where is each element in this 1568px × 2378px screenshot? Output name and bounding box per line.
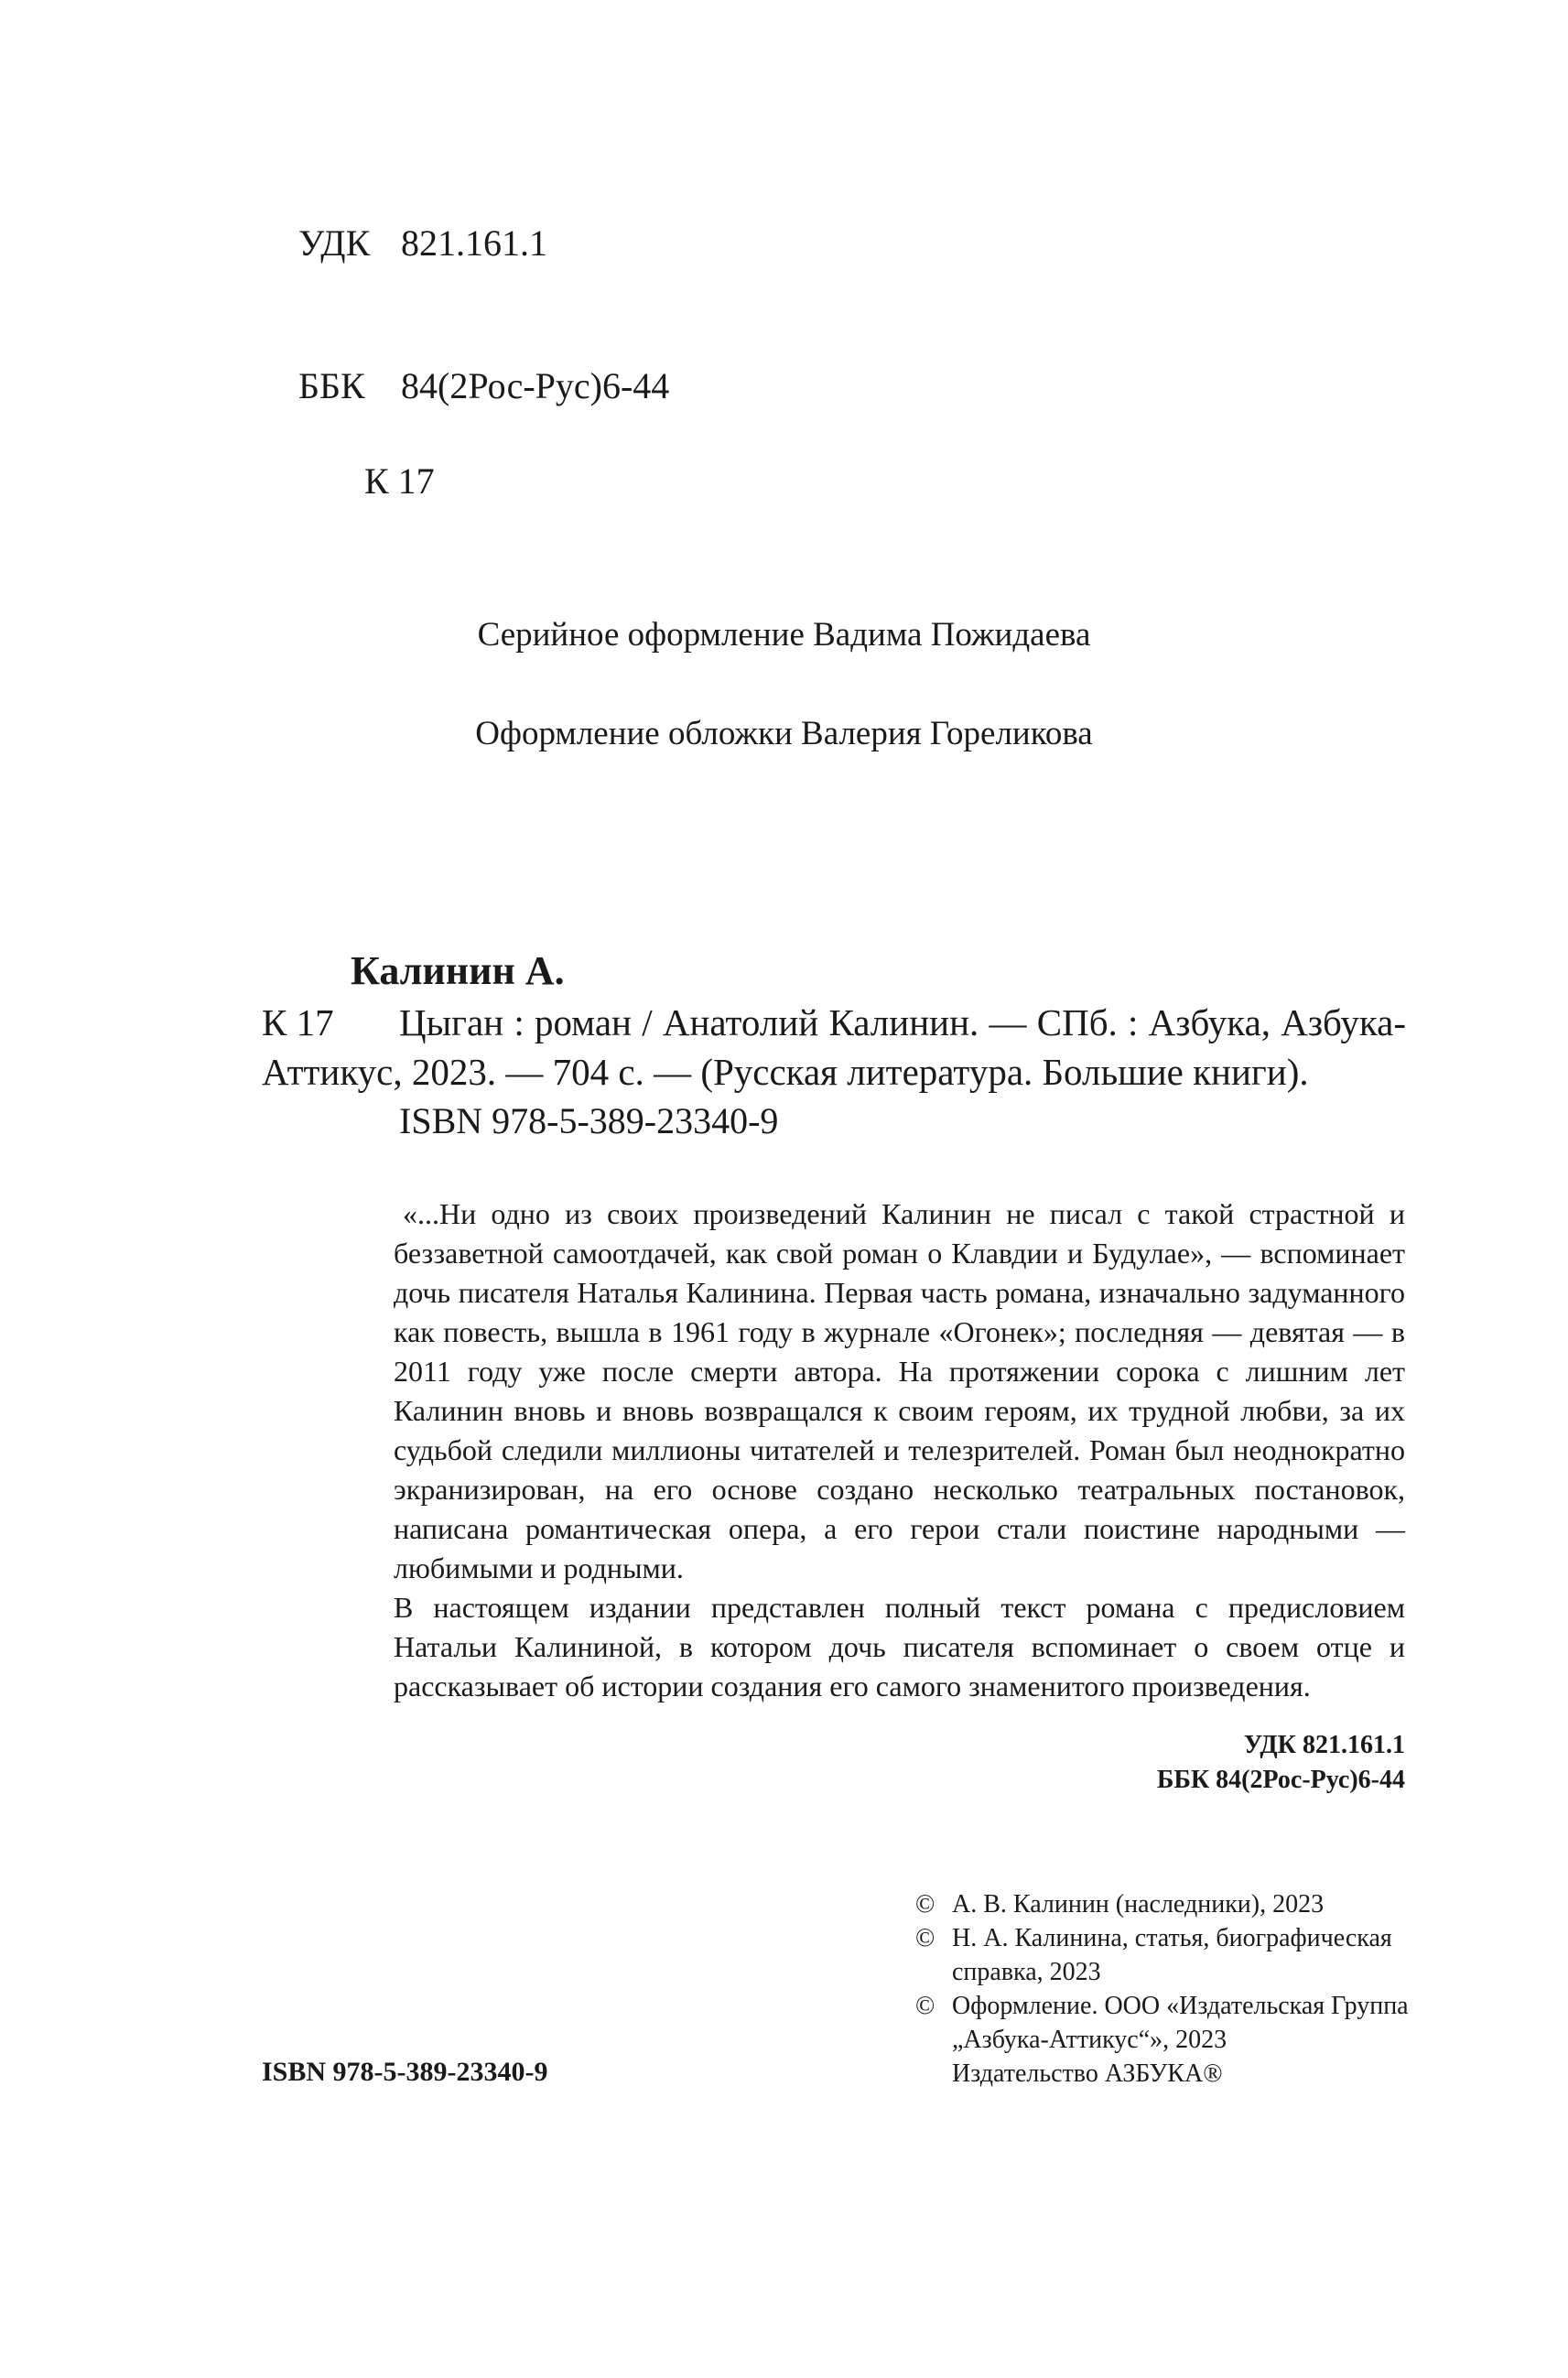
copyright-item [915,1921,1410,1989]
bib-author-mark: К 17 [262,1001,334,1043]
annotation-paragraph-2 [394,1588,1405,1706]
udk-row [262,172,669,315]
copyright-block [915,1887,1410,2091]
udk-label: УДК [298,222,371,264]
classification-bbk: ББК 84(2Рос-Рус)6-44 [1156,1766,1405,1794]
author-mark: К 17 [364,460,435,502]
bbk-row [262,315,669,458]
series-design-credit: Серийное оформление Вадима Пожидаева [477,616,1091,654]
udk-value: 821.161.1 [401,222,547,264]
copyright-icon: © [915,1924,935,1952]
copyright-text: А. В. Калинин (наследники), 2023 [952,1890,1325,1919]
annotation-paragraph-2-text: В настоящем издании представлен полный текст романа с предисловием Натальи Калининой, в котором дочь писателя вспоминает о своем отце и рассказывает об истории создания его самого знаменитого произведения. [394,1591,1405,1702]
bibliographic-record [262,998,1406,1146]
footer-isbn: ISBN 978-5-389-23340-9 [262,2057,548,2087]
classification-udk: УДК 821.161.1 [1243,1731,1405,1759]
publisher-line [915,2057,1410,2091]
copyright-icon: © [915,1992,935,2020]
copyright-item [915,1887,1410,1921]
copyright-item [915,1989,1410,2057]
bbk-value: 84(2Рос-Рус)6-44 [401,365,670,406]
copyright-text: Оформление. ООО «Издательская Группа „Азбука-Аттикус“», 2023 [952,1992,1409,2054]
bbk-label: ББК [298,365,365,406]
annotation [394,1194,1405,1706]
cover-design-credit: Оформление обложки Валерия Гореликова [475,715,1093,752]
copyright-icon: © [915,1890,935,1919]
copyright-text: Н. А. Калинина, статья, биографическая справка, 2023 [952,1924,1392,1986]
annotation-paragraph-1: «...Ни одно из своих произведений Калинин не писал с такой страстной и беззаветной самоотдачей, как свой роман о Клавдии и Будулае», — вспоминает дочь писателя Наталья Калинина. Первая часть романа, изначально задуманного как повесть, вышла в 1961 году в журнале «Огонек»; последняя — девятая — в 2011 году уже после смерти автора. На протяжении сорока с лишним лет Калинин вновь и вновь возвращался к своим героям, их трудной любви, за их судьбой следили миллионы читателей и телезрителей. Роман был неоднократно экранизирован, на его основе создано несколько театральных постановок, написана романтическая опера, а его герои стали поистине народными — любимыми и родными. [394,1197,1405,1584]
bib-description: Цыган : роман / Анатолий Калинин. — СПб. : Азбука, Азбука-Аттикус, 2023. — 704 с. — (Русская литература. Большие книги). [262,1001,1406,1093]
bib-isbn: ISBN 978-5-389-23340-9 [399,1100,779,1141]
author-heading: Калинин А. [351,948,565,993]
classification-codes [1007,1728,1405,1798]
udk-block [262,172,669,505]
publisher-text: Издательство АЗБУКА® [952,2059,1223,2088]
